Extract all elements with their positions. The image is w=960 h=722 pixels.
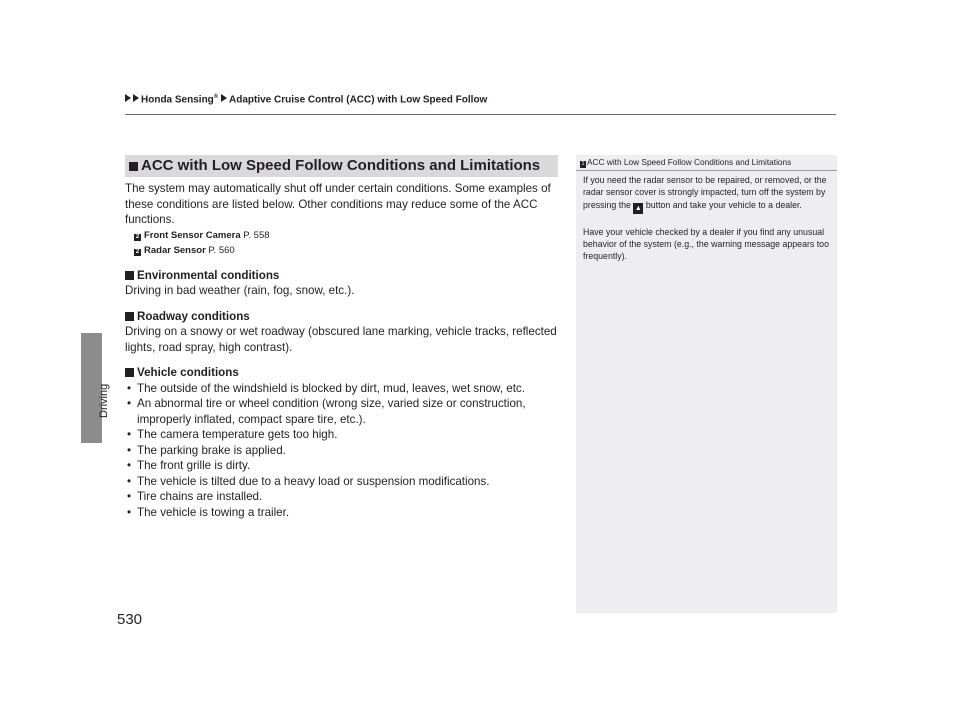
- bullet-icon: •: [127, 443, 132, 457]
- vehicle-conditions-list: [125, 381, 560, 521]
- bullet-icon: •: [127, 490, 132, 503]
- heading-square-icon: [125, 368, 134, 377]
- environmental-text: Driving in bad weather (rain, fog, snow, etc.).: [125, 284, 355, 297]
- heading-square-icon: [125, 271, 134, 280]
- section-square-icon: [129, 162, 138, 171]
- list-item: • The vehicle is tilted due to a heavy load or suspension modifications.: [127, 474, 490, 488]
- xref-name: Front Sensor Camera: [144, 229, 241, 241]
- bullet-icon: •: [127, 428, 132, 441]
- breadcrumb-arrow-icon: [221, 94, 227, 102]
- list-item: • The vehicle is towing a trailer.: [127, 505, 290, 519]
- roadway-heading: Roadway conditions: [125, 309, 560, 325]
- reference-arrow-icon: 2: [135, 248, 140, 255]
- breadcrumb-part-1[interactable]: Honda Sensing: [141, 94, 214, 106]
- bullet-icon: •: [127, 459, 132, 472]
- reference-arrow-icon: 2: [135, 233, 140, 240]
- xref-page: P. 560: [208, 244, 235, 256]
- side-note-paragraph-1: If you need the radar sensor to be repaired, or removed, or the radar sensor cover is strongly impacted, turn off the system by pressing the ▲ button and take your vehicle to a dealer.: [583, 175, 827, 212]
- xref-radar-sensor[interactable]: [125, 243, 560, 258]
- xref-page: P. 558: [243, 229, 270, 241]
- list-item: • The parking brake is applied.: [127, 443, 286, 457]
- vehicle-heading: Vehicle conditions: [125, 365, 560, 381]
- side-note-heading: [580, 157, 837, 168]
- side-note-body: [583, 174, 829, 274]
- main-content: [125, 181, 560, 520]
- breadcrumb: [125, 94, 487, 105]
- roadway-text: Driving on a snowy or wet roadway (obscured lane marking, vehicle tracks, reflected lights, road spray, high contrast).: [125, 325, 557, 354]
- section-heading: [125, 155, 558, 177]
- intro-paragraph: The system may automatically shut off under certain conditions. Some examples of these conditions are listed below. Other conditions may reduce some of the ACC functions.: [125, 182, 551, 226]
- bullet-icon: •: [127, 474, 132, 488]
- breadcrumb-part-2[interactable]: Adaptive Cruise Control (ACC) with Low Speed Follow: [229, 94, 488, 106]
- xref-front-sensor-camera[interactable]: [125, 228, 560, 243]
- heading-square-icon: [125, 312, 134, 321]
- note-marker-icon: 1: [581, 161, 585, 167]
- bullet-icon: •: [127, 381, 132, 395]
- side-note-title: ACC with Low Speed Follow Conditions and Limitations: [587, 157, 792, 167]
- list-item: • Tire chains are installed.: [127, 490, 263, 503]
- breadcrumb-arrow-icon: [125, 94, 131, 102]
- header-divider: [125, 114, 836, 115]
- bullet-icon: •: [127, 397, 132, 410]
- environmental-heading: Environmental conditions: [125, 268, 560, 284]
- breadcrumb-arrow-icon: [133, 94, 139, 102]
- page-number: 530: [117, 611, 143, 628]
- list-item: • The outside of the windshield is blocked by dirt, mud, leaves, wet snow, etc.: [127, 381, 525, 395]
- section-title: ACC with Low Speed Follow Conditions and Limitations: [141, 157, 541, 174]
- side-note-divider: [576, 170, 837, 171]
- side-note-paragraph-2: Have your vehicle checked by a dealer if you find any unusual behavior of the system (e.g., the warning message appears too frequently).: [583, 226, 829, 262]
- list-item: • The camera temperature gets too high.: [127, 428, 338, 441]
- chapter-tab-label: Driving: [98, 383, 110, 418]
- radar-off-button-icon: ▲: [634, 204, 642, 212]
- registered-mark: ®: [213, 94, 219, 100]
- list-item: • The front grille is dirty.: [127, 459, 251, 472]
- list-item: • An abnormal tire or wheel condition (wrong size, varied size or construction, improperly inflated, compact spare tire, etc.).: [127, 397, 526, 426]
- xref-name: Radar Sensor: [144, 244, 206, 256]
- bullet-icon: •: [127, 505, 132, 519]
